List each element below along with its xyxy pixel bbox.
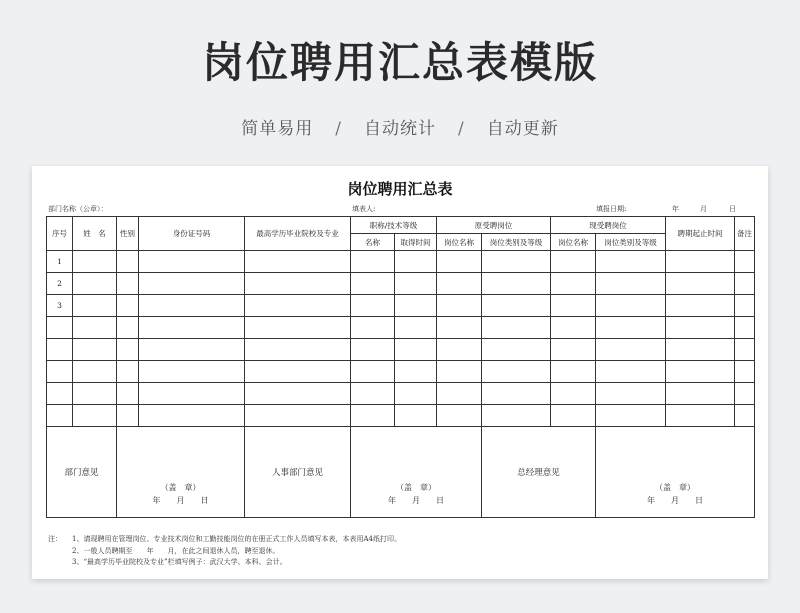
- col-cur-type: 岗位类别及等级: [596, 234, 666, 251]
- cell[interactable]: [139, 383, 245, 405]
- cell[interactable]: [117, 295, 139, 317]
- hr-opinion-cell[interactable]: [351, 427, 482, 518]
- cell[interactable]: [117, 339, 139, 361]
- cell[interactable]: [482, 339, 551, 361]
- row-number: [47, 361, 73, 383]
- appointment-table: [46, 216, 755, 518]
- cell[interactable]: [666, 339, 735, 361]
- cell[interactable]: [117, 251, 139, 273]
- note-text: 3、“最高学历毕业院校及专业”栏填写例子：武汉大学、本科、会计。: [72, 558, 287, 566]
- note-item: [48, 546, 748, 558]
- stamp-text: （盖 章）: [396, 483, 436, 492]
- dept-stamp-block: [117, 481, 244, 507]
- cell[interactable]: [245, 339, 351, 361]
- row-number: [47, 405, 73, 427]
- separator: /: [458, 119, 465, 139]
- cell[interactable]: [395, 339, 437, 361]
- col-cur-name: 岗位名称: [551, 234, 596, 251]
- cell[interactable]: [73, 361, 117, 383]
- cell[interactable]: [482, 383, 551, 405]
- cell[interactable]: [551, 383, 596, 405]
- row-number: [47, 383, 73, 405]
- cell[interactable]: [245, 295, 351, 317]
- form-sheet: [32, 166, 768, 579]
- note-item: [48, 534, 748, 546]
- note-item: [48, 557, 748, 569]
- filler-label: 填表人:: [352, 205, 376, 213]
- cell[interactable]: [139, 251, 245, 273]
- row-number: 3: [47, 295, 73, 317]
- col-group-current: 现受聘岗位: [551, 217, 666, 234]
- table-row: [47, 317, 755, 339]
- stamp-date: 年 月 日: [647, 496, 703, 505]
- cell[interactable]: [596, 317, 666, 339]
- cell[interactable]: [395, 405, 437, 427]
- cell[interactable]: [437, 405, 482, 427]
- cell[interactable]: [395, 383, 437, 405]
- cell[interactable]: [437, 317, 482, 339]
- cell[interactable]: [596, 361, 666, 383]
- cell[interactable]: [482, 317, 551, 339]
- cell[interactable]: [666, 317, 735, 339]
- cell[interactable]: [117, 273, 139, 295]
- table-row: [47, 361, 755, 383]
- cell[interactable]: [482, 405, 551, 427]
- cell[interactable]: [245, 361, 351, 383]
- cell[interactable]: [117, 317, 139, 339]
- cell[interactable]: [596, 405, 666, 427]
- form-title: 岗位聘用汇总表: [347, 180, 453, 198]
- cell[interactable]: [395, 295, 437, 317]
- cell[interactable]: [73, 295, 117, 317]
- cell[interactable]: [551, 273, 596, 295]
- dept-opinion-text: 部门意见: [64, 468, 99, 478]
- hr-opinion-label: [245, 427, 351, 518]
- cell[interactable]: [245, 405, 351, 427]
- row-number: 2: [47, 273, 73, 295]
- cell[interactable]: [551, 295, 596, 317]
- hr-stamp-block: [351, 481, 481, 507]
- cell[interactable]: [395, 273, 437, 295]
- cell[interactable]: [666, 273, 735, 295]
- table-row: [47, 405, 755, 427]
- cell[interactable]: [139, 273, 245, 295]
- date-month: 月: [700, 205, 707, 213]
- cell[interactable]: [245, 317, 351, 339]
- cell[interactable]: [139, 361, 245, 383]
- col-name: 姓 名: [73, 217, 117, 251]
- cell[interactable]: [735, 317, 755, 339]
- cell[interactable]: [666, 383, 735, 405]
- cell[interactable]: [139, 317, 245, 339]
- cell[interactable]: [73, 383, 117, 405]
- feature-auto-update: 自动更新: [486, 119, 559, 139]
- col-seq: 序号: [47, 217, 73, 251]
- cell[interactable]: [735, 295, 755, 317]
- dept-opinion-label: [47, 427, 117, 518]
- row-number: 1: [47, 251, 73, 273]
- table-row: [47, 383, 755, 405]
- page-title: 岗位聘用汇总表模版: [201, 38, 598, 87]
- gm-stamp-block: [596, 481, 754, 507]
- cell[interactable]: [139, 405, 245, 427]
- cell[interactable]: [395, 251, 437, 273]
- cell[interactable]: [482, 361, 551, 383]
- cell[interactable]: [351, 273, 395, 295]
- cell[interactable]: [437, 383, 482, 405]
- cell[interactable]: [482, 273, 551, 295]
- table-row: [47, 339, 755, 361]
- cell[interactable]: [351, 251, 395, 273]
- gm-opinion-cell[interactable]: [596, 427, 755, 518]
- cell[interactable]: [596, 251, 666, 273]
- cell[interactable]: [117, 361, 139, 383]
- cell[interactable]: [245, 273, 351, 295]
- cell[interactable]: [735, 273, 755, 295]
- cell[interactable]: [551, 339, 596, 361]
- stamp-text: （盖 章）: [160, 483, 201, 492]
- stamp-date: 年 月 日: [152, 496, 209, 505]
- table-row: [47, 251, 755, 273]
- cell[interactable]: [395, 361, 437, 383]
- col-period: 聘期起止时间: [666, 217, 735, 251]
- col-group-original: 原受聘岗位: [437, 217, 551, 234]
- cell[interactable]: [139, 295, 245, 317]
- cell[interactable]: [437, 251, 482, 273]
- col-id-number: 身份证号码: [139, 217, 245, 251]
- row-number: [47, 317, 73, 339]
- cell[interactable]: [735, 383, 755, 405]
- dept-name-label: 部门名称（公章）：: [48, 205, 108, 213]
- col-orig-name: 岗位名称: [437, 234, 482, 251]
- cell[interactable]: [117, 405, 139, 427]
- table-row: [47, 295, 755, 317]
- feature-tagline: [0, 114, 800, 139]
- cell[interactable]: [551, 251, 596, 273]
- cell[interactable]: [596, 339, 666, 361]
- dept-opinion-cell[interactable]: [117, 427, 245, 518]
- stamp-text: （盖 章）: [655, 483, 695, 492]
- cell[interactable]: [482, 295, 551, 317]
- notes-section: [48, 534, 748, 569]
- cell[interactable]: [482, 251, 551, 273]
- cell[interactable]: [73, 251, 117, 273]
- col-title-time: 取得时间: [395, 234, 437, 251]
- cell[interactable]: [735, 251, 755, 273]
- cell[interactable]: [666, 251, 735, 273]
- cell[interactable]: [395, 317, 437, 339]
- cell[interactable]: [351, 317, 395, 339]
- note-text: 2、一般人员聘期至 年 月，在此之间退休人员，聘至退休。: [72, 546, 280, 555]
- cell[interactable]: [551, 317, 596, 339]
- notes-lead: 注：: [48, 535, 62, 543]
- cell[interactable]: [351, 295, 395, 317]
- cell[interactable]: [351, 383, 395, 405]
- cell[interactable]: [666, 405, 735, 427]
- cell[interactable]: [351, 339, 395, 361]
- cell[interactable]: [351, 361, 395, 383]
- row-number: [47, 339, 73, 361]
- cell[interactable]: [551, 405, 596, 427]
- col-orig-type: 岗位类别及等级: [482, 234, 551, 251]
- cell[interactable]: [596, 273, 666, 295]
- cell[interactable]: [437, 273, 482, 295]
- cell[interactable]: [139, 339, 245, 361]
- cell[interactable]: [245, 251, 351, 273]
- gm-opinion-text: 总经理意见: [517, 468, 560, 478]
- cell[interactable]: [551, 361, 596, 383]
- cell[interactable]: [73, 317, 117, 339]
- cell[interactable]: [735, 405, 755, 427]
- hr-opinion-text: 人事部门意见: [271, 468, 323, 478]
- cell[interactable]: [596, 383, 666, 405]
- cell[interactable]: [73, 405, 117, 427]
- note-text: 1、请现聘用在管理岗位、专业技术岗位和工勤技能岗位的在册正式工作人员填写本表，本表用A4纸打印。: [72, 535, 401, 543]
- col-group-title: 职称/技术等级: [351, 217, 437, 234]
- cell[interactable]: [437, 295, 482, 317]
- stamp-date: 年 月 日: [388, 496, 444, 505]
- feature-easy: 简单易用: [241, 119, 314, 139]
- cell[interactable]: [437, 339, 482, 361]
- col-gender: 性别: [117, 217, 139, 251]
- cell[interactable]: [735, 339, 755, 361]
- col-title-name: 名称: [351, 234, 395, 251]
- cell[interactable]: [73, 339, 117, 361]
- cell[interactable]: [596, 295, 666, 317]
- date-day: 日: [729, 205, 736, 213]
- col-remark: 备注: [735, 217, 755, 251]
- table-row: [47, 273, 755, 295]
- cell[interactable]: [245, 383, 351, 405]
- cell[interactable]: [666, 361, 735, 383]
- separator: /: [335, 119, 342, 139]
- cell[interactable]: [351, 405, 395, 427]
- col-education: 最高学历毕业院校及专业: [245, 217, 351, 251]
- gm-opinion-label: [482, 427, 596, 518]
- date-year: 年: [672, 205, 679, 213]
- cell[interactable]: [73, 273, 117, 295]
- opinion-row: [47, 427, 755, 518]
- cell[interactable]: [117, 383, 139, 405]
- cell[interactable]: [437, 361, 482, 383]
- fill-date-label: 填报日期:: [596, 205, 627, 213]
- cell[interactable]: [666, 295, 735, 317]
- feature-auto-stats: 自动统计: [364, 119, 436, 139]
- cell[interactable]: [735, 361, 755, 383]
